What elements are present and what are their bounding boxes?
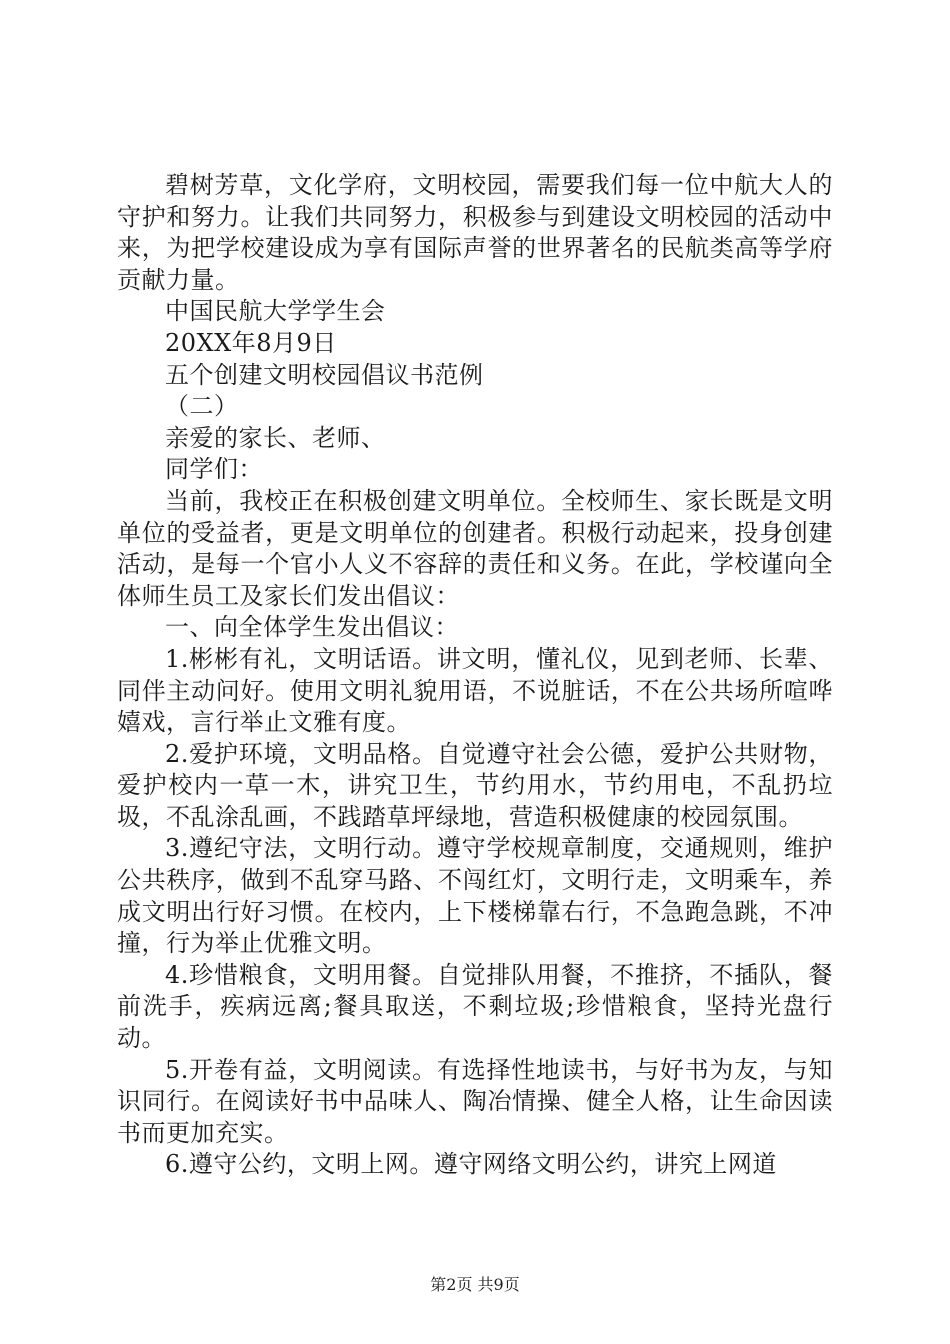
section-number: （二） [165,392,239,421]
item-1: 1.彬彬有礼，文明话语。讲文明，懂礼仪，见到老师、长辈、同伴主动问好。使用文明礼貌用语，不说脏话，不在公共场所喧哗嬉戏，言行举止文雅有度。 [117,644,833,737]
item-2: 2.爱护环境，文明品格。自觉遵守社会公德，爱护公共财物，爱护校内一草一木，讲究卫生，节约用水，节约用电，不乱扔垃圾，不乱涂乱画，不践踏草坪绿地，营造积极健康的校园氛围。 [117,739,833,831]
salutation-line-2: 同学们： [165,455,263,484]
heading-students: 一、向全体学生发出倡议： [165,613,459,642]
signature-date: 20XX年8月9日 [165,328,337,357]
section-title: 五个创建文明校园倡议书范例 [165,360,484,389]
paragraph-closing: 碧树芳草，文化学府，文明校园，需要我们每一位中航大人的守护和努力。让我们共同努力，积极参与到建设文明校园的活动中来，为把学校建设成为享有国际声誉的世界著名的民航类高等学府贡献力量。 [117,171,833,294]
item-5: 5.开卷有益，文明阅读。有选择性地读书，与好书为友，与知识同行。在阅读好书中品味人、陶冶情操、健全人格，让生命因读书而更加充实。 [117,1055,833,1147]
item-6: 6.遵守公约，文明上网。遵守网络文明公约，讲究上网道 [165,1150,777,1179]
salutation-line-1: 亲爱的家长、老师、 [165,423,386,452]
page-number-footer: 第2页 共9页 [430,1275,520,1294]
document-body [117,170,833,1181]
signature-organization: 中国民航大学学生会 [165,297,386,326]
item-4: 4.珍惜粮食，文明用餐。自觉排队用餐，不推挤，不插队，餐前洗手，疾病远离;餐具取送，不剩垃圾;珍惜粮食，坚持光盘行动。 [117,960,833,1053]
paragraph-intro: 当前，我校正在积极创建文明单位。全校师生、家长既是文明单位的受益者，更是文明单位的创建者。积极行动起来，投身创建活动，是每一个官小人义不容辞的责任和义务。在此，学校谨向全体师生员工及家长们发出倡议： [117,486,833,610]
item-3: 3.遵纪守法，文明行动。遵守学校规章制度，交通规则，维护公共秩序，做到不乱穿马路、不闯红灯，文明行走，文明乘车，养成文明出行好习惯。在校内，上下楼梯靠右行，不急跑急跳，不冲撞，行为举止优雅文明。 [117,834,833,958]
